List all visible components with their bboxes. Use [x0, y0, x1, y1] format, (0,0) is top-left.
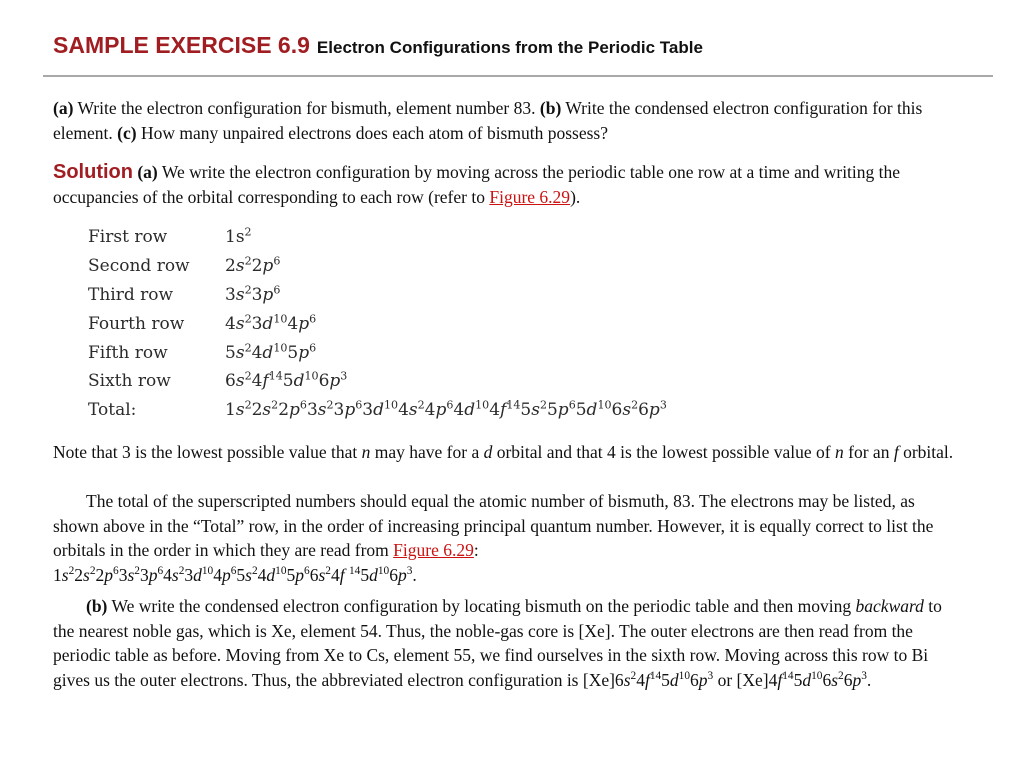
superscript: 3 — [406, 564, 413, 577]
config-text: 4 — [398, 400, 409, 421]
superscript: 6 — [309, 312, 317, 326]
problem-part-b-text: Write the condensed electron configuration for this element. — [53, 98, 923, 143]
total-text: The total of the superscripted numbers should equal the atomic number of bismuth, 83. The electrons may be listed, as shown above in the “Total” row, in the order of increasing principal quantum number. However, it is equally correct to list the orbitals in the order in which they are read from — [53, 491, 934, 560]
orbital-letter: s — [83, 564, 90, 585]
part-b-text-1: We write the condensed electron configuration by locating bismuth on the periodic table and then moving — [107, 596, 856, 616]
superscript: 10 — [273, 312, 288, 326]
superscript: 3 — [861, 669, 867, 682]
note-text-2: may have for a — [370, 442, 484, 462]
configuration-row — [88, 367, 667, 396]
config-text: 3 — [225, 284, 236, 305]
config-text: 3 — [184, 564, 194, 585]
configuration-table — [88, 223, 667, 425]
orbital-letter: p — [852, 669, 862, 690]
superscript: 10 — [678, 669, 691, 682]
orbital-letter: s — [127, 564, 135, 585]
config-text: 4 — [251, 342, 263, 363]
problem-part-b-marker: (b) — [539, 98, 562, 118]
superscript: 2 — [68, 564, 75, 577]
config-text: 4 — [453, 400, 465, 421]
superscript: 2 — [89, 564, 96, 577]
config-text: 2 — [225, 256, 236, 277]
config-text: 5 — [236, 564, 246, 585]
orbital-letter: p — [289, 400, 300, 421]
orbital-letter: s — [831, 669, 839, 690]
config-text: 4 — [287, 313, 299, 334]
config-text: 2 — [74, 564, 83, 585]
orbital-letter: d — [266, 564, 276, 585]
orbital-letter: s — [245, 564, 252, 585]
config-text: 6 — [843, 669, 853, 690]
config-text: 1 — [53, 564, 62, 585]
config-text: 5 — [793, 669, 803, 690]
orbital-letter: p — [329, 371, 341, 392]
part-b-or: or — [713, 669, 737, 690]
note-text-4: for an — [843, 442, 894, 462]
orbital-letter: d — [802, 669, 812, 690]
superscript: 2 — [631, 398, 639, 412]
config-text: 3 — [333, 400, 345, 421]
orbital-order-configuration — [53, 565, 417, 585]
orbital-letter: s — [235, 313, 245, 334]
row-configuration — [225, 256, 280, 276]
superscript: 14 — [506, 398, 521, 412]
superscript: 10 — [275, 564, 287, 577]
orbital-letter: p — [262, 256, 274, 277]
orbital-letter: p — [557, 400, 569, 421]
superscript: 6 — [113, 564, 119, 577]
superscript: 10 — [377, 564, 390, 577]
row-configuration — [225, 314, 316, 334]
orbital-letter: p — [298, 313, 310, 334]
config-text: 5 — [287, 342, 299, 363]
header-divider — [43, 75, 993, 77]
figure-link-2[interactable]: Figure 6.29 — [393, 540, 474, 560]
superscript: 2 — [178, 564, 185, 577]
orbital-letter: p — [698, 669, 708, 690]
configuration-row — [88, 338, 667, 367]
orbital-letter: s — [623, 669, 631, 690]
config-text: 5 — [225, 342, 236, 363]
config-text: 4 — [257, 564, 267, 585]
config-text: 1s — [225, 227, 245, 248]
solution-label: Solution — [53, 161, 133, 183]
superscript: 3 — [659, 398, 667, 412]
config-text: 5 — [282, 371, 294, 392]
config-text: 5 — [575, 400, 587, 421]
superscript: 2 — [244, 312, 252, 326]
superscript: 6 — [304, 564, 310, 577]
configuration-row — [88, 309, 667, 338]
config-text: 6 — [690, 669, 699, 690]
superscript: 2 — [417, 398, 425, 412]
superscript: 2 — [539, 398, 547, 412]
orbital-letter: d — [464, 400, 476, 421]
orbital-letter: p — [295, 564, 305, 585]
orbital-letter: d — [293, 371, 305, 392]
solution-end: ). — [570, 186, 581, 207]
orbital-letter: p — [435, 400, 447, 421]
note-paragraph — [53, 440, 963, 465]
problem-part-a-text: Write the electron configuration for bismuth, element number 83. — [73, 98, 540, 118]
superscript: 10 — [273, 340, 288, 354]
config-text: 3 — [118, 564, 128, 585]
config-text: 5 — [360, 564, 370, 585]
figure-link[interactable]: Figure 6.29 — [489, 186, 571, 207]
orbital-letter: p — [148, 564, 158, 585]
config-text: 4 — [225, 313, 236, 334]
orbital-letter: s — [317, 400, 327, 421]
exercise-title: Electron Configurations from the Periodic Table — [316, 38, 703, 57]
row-configuration — [225, 340, 317, 363]
config-text: 1 — [225, 400, 236, 421]
problem-part-a-marker: (a) — [53, 98, 74, 118]
note-text-3: orbital and that 4 is the lowest possible value of — [492, 442, 836, 462]
configuration-row — [88, 396, 667, 425]
config-text: . — [412, 564, 417, 585]
superscript: 2 — [244, 340, 252, 354]
orbital-letter: f — [500, 400, 507, 421]
superscript: 10 — [201, 564, 214, 577]
orbital-letter: s — [318, 564, 326, 585]
row-label: First row — [88, 227, 168, 248]
config-text: 2 — [278, 400, 290, 421]
superscript: 2 — [134, 564, 140, 577]
orbital-letter: d — [373, 400, 384, 421]
config-text: 2 — [251, 400, 263, 421]
config-text: [Xe]6 — [582, 669, 624, 690]
note-n-symbol: n — [361, 442, 371, 462]
note-n-symbol-2: n — [835, 442, 844, 462]
config-text: 2 — [251, 256, 263, 277]
total-colon: : — [473, 540, 479, 560]
orbital-letter: p — [298, 342, 310, 363]
orbital-letter: d — [586, 400, 598, 421]
superscript: 2 — [244, 398, 252, 412]
orbital-letter: d — [262, 342, 274, 363]
superscript: 10 — [384, 398, 399, 412]
orbital-letter: d — [669, 669, 679, 690]
superscript: 10 — [811, 669, 823, 682]
config-text: 6 — [822, 669, 832, 690]
superscript: 2 — [838, 669, 844, 682]
config-text: [Xe]4 — [736, 669, 778, 690]
superscript: 6 — [230, 564, 237, 577]
condensed-configuration-1 — [583, 670, 713, 690]
orbital-letter: p — [104, 564, 113, 585]
config-text: 4 — [251, 371, 263, 392]
orbital-letter: d — [262, 313, 274, 334]
superscript: 2 — [244, 369, 252, 383]
config-text: 3 — [251, 313, 263, 334]
condensed-configuration-2 — [737, 670, 867, 690]
config-text: 6 — [309, 564, 319, 585]
config-text: 4 — [163, 564, 172, 585]
superscript: 10 — [304, 369, 319, 383]
orbital-letter: f — [339, 564, 349, 585]
exercise-label: SAMPLE EXERCISE 6.9 — [53, 32, 310, 58]
solution-text: We write the electron configuration by moving across the periodic table one row at a time and writing the occupancies of the orbital corresponding to each row (refer to — [53, 162, 901, 207]
superscript: 6 — [273, 254, 281, 268]
row-label: Second row — [88, 256, 190, 277]
row-configuration — [225, 371, 347, 391]
configuration-row — [88, 252, 667, 281]
note-f-symbol: f — [893, 442, 899, 462]
superscript: 3 — [707, 669, 714, 682]
row-label: Fifth row — [88, 342, 168, 363]
orbital-letter: s — [622, 400, 632, 421]
orbital-letter: s — [531, 400, 540, 421]
superscript: 2 — [326, 398, 334, 412]
solution-intro — [53, 160, 963, 209]
part-b-marker: (b) — [86, 596, 108, 616]
row-label: Fourth row — [88, 313, 185, 334]
config-text: 5 — [661, 669, 670, 690]
part-b-end: . — [866, 669, 872, 690]
row-configuration — [225, 285, 280, 305]
config-text: 4 — [489, 400, 501, 421]
superscript: 2 — [271, 398, 279, 412]
configuration-row — [88, 223, 667, 252]
config-text: 2 — [95, 564, 105, 585]
orbital-letter: p — [221, 564, 231, 585]
superscript: 6 — [299, 398, 307, 412]
config-text: 3 — [251, 284, 263, 305]
superscript: 2 — [244, 254, 252, 268]
config-text: 4 — [424, 400, 436, 421]
orbital-letter: s — [235, 400, 245, 421]
config-text: 3 — [362, 400, 374, 421]
superscript: 14 — [782, 669, 794, 682]
superscript: 6 — [355, 398, 363, 412]
superscript: 6 — [568, 398, 576, 412]
orbital-letter: p — [262, 284, 274, 305]
row-configuration — [225, 227, 252, 247]
superscript: 2 — [325, 564, 331, 577]
superscript: 2 — [251, 564, 258, 577]
config-text: 5 — [520, 400, 532, 421]
row-label: Third row — [88, 284, 174, 305]
superscript: 2 — [244, 225, 252, 239]
orbital-letter: f — [777, 669, 783, 690]
superscript: 14 — [268, 369, 283, 383]
superscript: 6 — [309, 340, 317, 354]
configuration-row — [88, 281, 667, 310]
orbital-letter: d — [369, 564, 378, 585]
orbital-letter: f — [644, 669, 650, 690]
orbital-letter: s — [235, 342, 245, 363]
superscript: 10 — [597, 398, 612, 412]
superscript: 10 — [475, 398, 490, 412]
superscript: 2 — [244, 283, 252, 297]
note-text-1: Note that 3 is the lowest possible value that — [53, 442, 362, 462]
config-text: 4 — [636, 669, 645, 690]
row-label: Total: — [88, 400, 137, 421]
config-text: 3 — [306, 400, 318, 421]
superscript: 6 — [446, 398, 454, 412]
config-text: 3 — [139, 564, 149, 585]
config-text: 6 — [638, 400, 649, 421]
part-b-backward: backward — [855, 596, 924, 616]
config-text: 4 — [213, 564, 222, 585]
part-b-text-2: to the nearest noble gas, which is Xe, element 54. Thus, the noble-gas core is [Xe]. The outer electrons are then read from the periodic table as before. Moving from Xe to Cs, element 55, we find ourselves in the sixth row. Moving across this row to Bi gives us the outer electrons. Thus, the abbreviated electron configuration is — [53, 596, 942, 690]
config-text: 6 — [225, 371, 236, 392]
orbital-letter: s — [61, 564, 69, 585]
config-text: 6 — [611, 400, 623, 421]
orbital-letter: p — [344, 400, 356, 421]
orbital-letter: d — [193, 564, 202, 585]
superscript: 6 — [157, 564, 164, 577]
total-paragraph — [53, 489, 963, 587]
problem-statement — [53, 96, 963, 145]
superscript: 3 — [340, 369, 348, 383]
orbital-letter: f — [262, 371, 269, 392]
orbital-letter: s — [235, 371, 245, 392]
orbital-letter: p — [397, 564, 407, 585]
config-text: 6 — [318, 371, 330, 392]
note-d-symbol: d — [483, 442, 493, 462]
orbital-letter: s — [262, 400, 272, 421]
orbital-letter: s — [408, 400, 418, 421]
problem-part-c-text: How many unpaired electrons does each atom of bismuth possess? — [136, 122, 608, 143]
part-b-paragraph — [53, 594, 963, 692]
note-text-5: orbital. — [898, 442, 954, 462]
config-text: 6 — [389, 564, 398, 585]
orbital-letter: s — [235, 284, 245, 305]
superscript: 14 — [649, 669, 662, 682]
orbital-letter: p — [648, 400, 660, 421]
superscript: 14 — [348, 564, 361, 577]
superscript: 6 — [273, 283, 281, 297]
config-text: 5 — [546, 400, 558, 421]
config-text: 5 — [286, 564, 296, 585]
row-label: Sixth row — [88, 371, 171, 392]
config-text: 4 — [330, 564, 340, 585]
orbital-letter: s — [235, 256, 245, 277]
exercise-header — [53, 32, 703, 59]
superscript: 2 — [630, 669, 637, 682]
problem-part-c-marker: (c) — [117, 122, 137, 143]
orbital-letter: s — [171, 564, 179, 585]
row-configuration — [225, 400, 667, 420]
solution-part-a-marker: (a) — [137, 162, 158, 182]
